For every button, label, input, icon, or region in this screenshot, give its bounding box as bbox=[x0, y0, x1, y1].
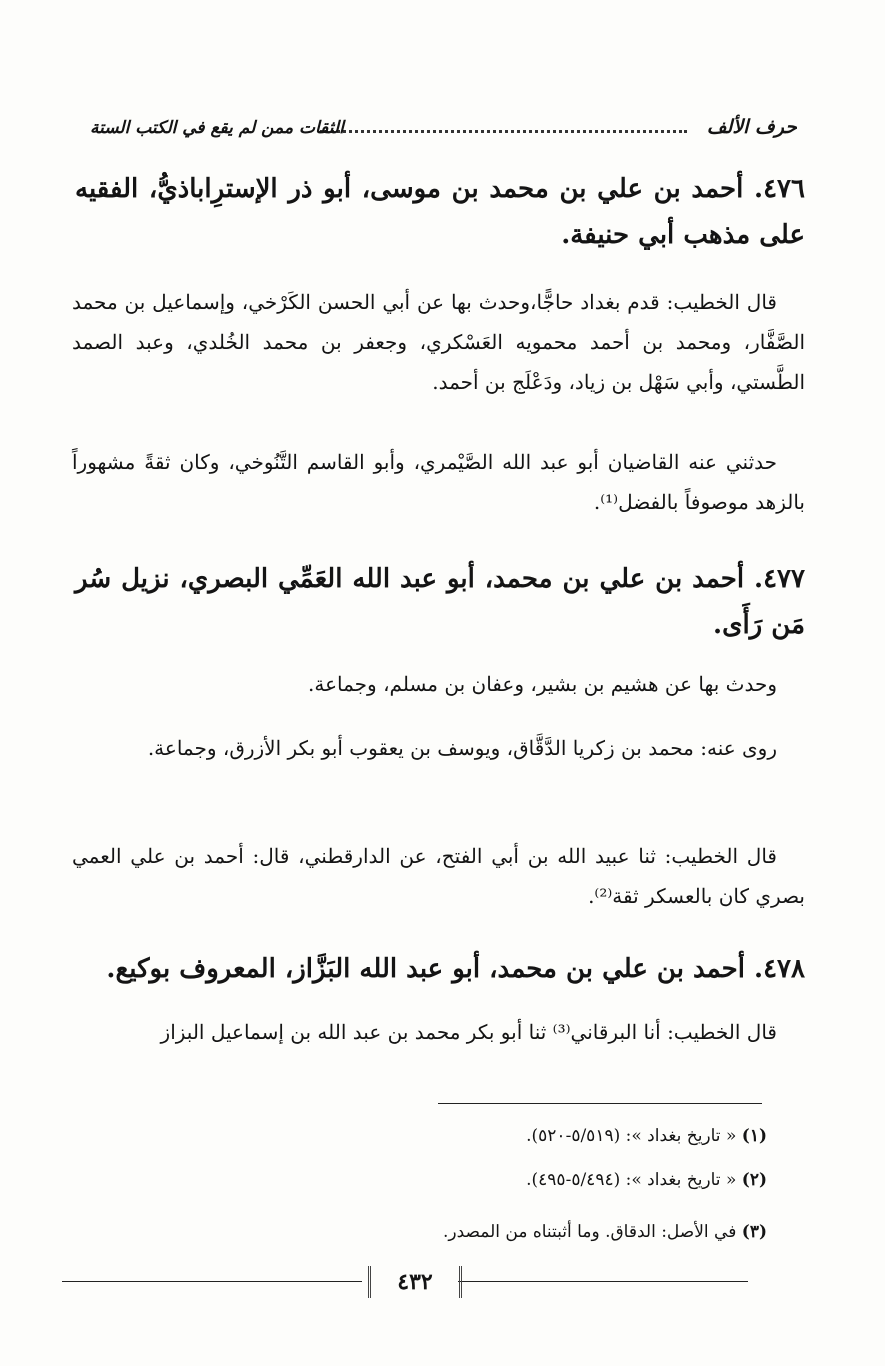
entry-heading-476: ٤٧٦. أحمد بن علي بن محمد بن موسى، أبو ذر الإسترِاباذيُّ، الفقيه على مذهب أبي حنيفة. bbox=[75, 174, 805, 250]
footnote-1-number: (١) bbox=[741, 1126, 767, 1146]
page-number: ٤٣٢ bbox=[368, 1266, 462, 1298]
entry-476-paragraph-2: حدثني عنه القاضيان أبو عبد الله الصَّيْمري، وأبو القاسم التَّنُوخي، وكان ثقةً مشهوراً بالزهد موصوفاً بالفضل⁽¹⁾. bbox=[72, 450, 805, 514]
entry-477-paragraph-3: قال الخطيب: ثنا عبيد الله بن أبي الفتح، عن الدارقطني، قال: أحمد بن علي العمي بصري كان بالعسكر ثقة⁽²⁾. bbox=[72, 844, 805, 908]
header-dot-leader bbox=[320, 120, 687, 133]
chapter-title: حرف الألف bbox=[706, 116, 797, 138]
book-title: الثقات ممن لم يقع في الكتب الستة bbox=[90, 118, 344, 138]
footer-rule-right bbox=[458, 1281, 748, 1282]
footnote-3-text: في الأصل: الدقاق. وما أثبتناه من المصدر. bbox=[442, 1222, 737, 1242]
entry-477-paragraph-2: روى عنه: محمد بن زكريا الدَّقَّاق، ويوسف بن يعقوب أبو بكر الأزرق، وجماعة. bbox=[147, 736, 777, 760]
footnote-3-number: (٣) bbox=[741, 1222, 767, 1242]
entry-476-paragraph-1: قال الخطيب: قدم بغداد حاجًّا،وحدث بها عن أبي الحسن الكَرْخي، وإسماعيل بن محمد الصَّفَّار، ومحمد بن أحمد محمويه العَسْكري، وجعفر بن محمد الخُلدي، وعبد الصمد الطَّستي، وأبي سَهْل بن زياد، ودَعْلَج بن أحمد. bbox=[72, 290, 805, 394]
footnote-1 bbox=[526, 1122, 767, 1150]
footnote-2-number: (٢) bbox=[741, 1170, 767, 1190]
footer-rule-left bbox=[62, 1281, 362, 1282]
entry-heading-478: ٤٧٨. أحمد بن علي بن محمد، أبو عبد الله البَزَّاز، المعروف بوكيع. bbox=[106, 954, 805, 984]
footnote-3 bbox=[443, 1218, 767, 1246]
footnote-2 bbox=[526, 1166, 767, 1194]
footnote-1-text: « تاريخ بغداد »: (٥/٥١٩-٥٢٠). bbox=[526, 1126, 737, 1146]
entry-heading-477: ٤٧٧. أحمد بن علي بن محمد، أبو عبد الله العَمِّي البصري، نزيل سُر مَن رَأَى. bbox=[75, 564, 805, 640]
running-header bbox=[90, 112, 797, 148]
entry-478-paragraph-1: قال الخطيب: أنا البرقاني⁽³⁾ ثنا أبو بكر محمد بن عبد الله بن إسماعيل البزاز bbox=[160, 1020, 777, 1044]
entry-477-paragraph-1: وحدث بها عن هشيم بن بشير، وعفان بن مسلم، وجماعة. bbox=[308, 672, 777, 696]
footnote-2-text: « تاريخ بغداد »: (٥/٤٩٤-٤٩٥). bbox=[526, 1170, 737, 1190]
footnote-separator bbox=[438, 1103, 762, 1104]
